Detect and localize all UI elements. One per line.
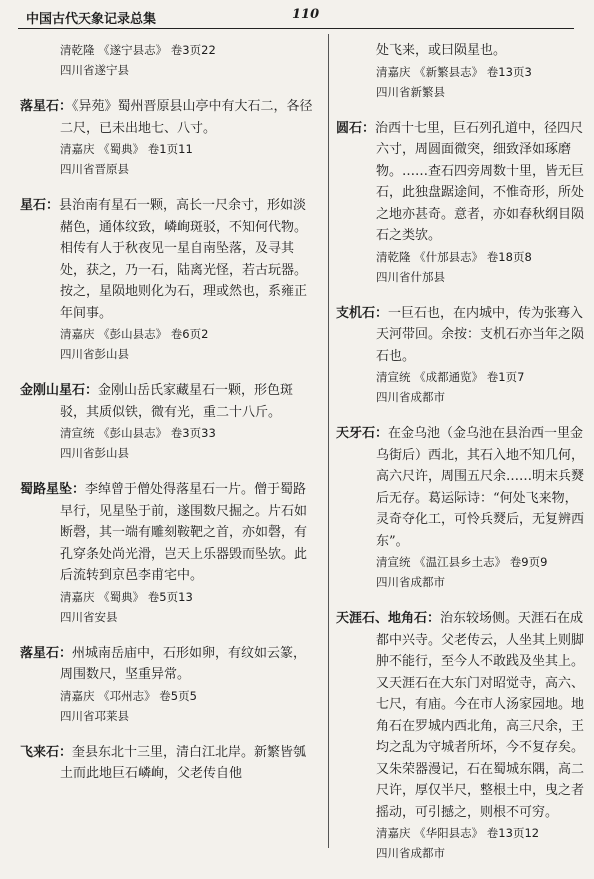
entry-location: 四川省安县 <box>60 609 118 624</box>
entry-tianyashi-jinwuchi <box>336 423 584 592</box>
entry-location: 四川省成都市 <box>376 390 445 404</box>
entry-heading: 圆石： <box>336 120 376 136</box>
entry-yuanshi <box>336 118 584 287</box>
entry-body <box>20 479 318 587</box>
entry-source: 清嘉庆 《邛州志》 卷5页5 <box>60 688 197 703</box>
entry-shulu-xingzhui <box>20 479 318 627</box>
header-rule <box>18 28 574 29</box>
entry-text: 一巨石也，在内城中，传为张骞入天河带回。余按：支机石亦当年之陨石也。 <box>376 305 585 364</box>
entry-body <box>20 195 318 324</box>
entry-source: 清嘉庆 《华阳县志》 卷13页12 <box>376 826 540 840</box>
entry-source: 清嘉庆 《蜀典》 卷5页13 <box>60 589 193 604</box>
entry-heading: 飞来石： <box>20 744 73 760</box>
entry-source: 清宣统 《成都通览》 卷1页7 <box>376 370 525 384</box>
entry-location: 四川省新繁县 <box>376 84 445 99</box>
entry-heading: 支机石： <box>336 305 389 321</box>
entry-source: 清乾隆 《遂宁县志》 卷3页22 <box>60 43 216 57</box>
entry-text: 治西十七里，巨石列孔道中，径四尺六寸，周圆面微突，细致泽如琢磨物。……查石四旁周数十里，皆无巨石，此独盘踞途间，不惟奇形，所处之地亦甚奇。意者，亦如春秋纲目陨石之类欤。 <box>375 120 585 243</box>
entry-feilaishi <box>20 742 318 785</box>
entry-heading: 天涯石、地角石： <box>336 611 441 626</box>
entry-body <box>336 118 584 247</box>
entry-body <box>336 608 584 823</box>
entry-body <box>20 380 318 423</box>
entry-location: 四川省晋原县 <box>60 162 129 176</box>
entry-location: 四川省彭山县 <box>60 347 129 361</box>
entry-source: 清乾隆 《什邡县志》 卷18页8 <box>376 249 532 264</box>
entry-text: 县治南有星石一颗，高长一尺余寸，形如淡赭色，通体纹致，嶙峋斑驳，不知何代物。相传有人于秋夜见一星自南坠落，及寻其处，获之，乃一石，陆离光怪，若古玩器。按之，星陨地则化为石，理或然也，系雍正年间事。 <box>59 198 308 321</box>
entry-feilaishi-continued <box>336 40 584 102</box>
entry-location: 四川省邛莱县 <box>60 708 129 723</box>
entry-tianya-dijiao <box>336 608 584 863</box>
entry-location: 四川省成都市 <box>376 575 445 589</box>
entry-body <box>20 742 318 785</box>
entry-text: 《异苑》蜀州晋原县山亭中有大石二，各径二尺，已未出地七、八寸。 <box>60 99 313 136</box>
entry-heading: 蜀路星坠： <box>20 482 86 497</box>
entry-text: 处飞来，或曰陨星也。 <box>376 43 507 58</box>
entry-text: 李绰曾于僧处得落星石一片。僧于蜀路早行，见星坠于前，遂围数尺掘之。片石如断磬，其一端有雕刻鞍靶之首，亦如磬，有孔穿条处尚光滑，岂天上乐器毁而坠欤。此后流转到京邑李甫宅中。 <box>60 482 308 583</box>
entry-body <box>20 96 318 139</box>
running-title: 中国古代天象记录总集 <box>26 12 157 27</box>
entry-zhijishi <box>336 303 584 408</box>
entry-text: 奎县东北十三里，清白江北岸。新繁皆瓠土而此地巨石嶙峋，父老传自他 <box>60 744 307 781</box>
entry-luoxingshi-jinyuan <box>20 96 318 179</box>
entry-text: 在金乌池（金乌池在县治西一里金乌街后）西北，其石入地不知几何，高六尺许，周围五尺余……明末兵燹后无存。葛运际诗：“何处飞来物，灵奇夺化工，可怜兵燹后，无复辨西东”。 <box>376 426 585 549</box>
entry-text: 治东较场侧。天涯石在成都中兴寺。父老传云，人坐其上则脚肿不能行，至今人不敢践及坐其上。又天涯石在大东门对昭觉寺，高六、七尺，有庙。今在市人汤家园地。地角石在罗城内西北角，高三尺余，王均之乱为守城者所坏，今不复存矣。又朱荣器漫记，石在蜀城东隅，高二尺许，厚仅半尺，整根土中，曳之者摇动，可引撼之，则根不可穷。 <box>376 611 585 820</box>
entry-source: 清嘉庆 《彭山县志》 卷6页2 <box>60 327 209 341</box>
entry-location: 四川省什邡县 <box>376 269 445 284</box>
right-column <box>336 40 584 879</box>
entry-source: 清宣统 《温江县乡土志》 卷9页9 <box>376 555 548 569</box>
entry-text: 州城南岳庙中，石形如卵，有纹如云篆，周围数尺，坚重异常。 <box>60 645 307 682</box>
entry-location: 四川省成都市 <box>376 846 445 860</box>
entry-text: 金刚山岳氏家藏星石一颗，形色斑驳，其质似铁，微有光，重二十八斤。 <box>60 383 294 420</box>
entry-heading: 落星石： <box>20 645 73 661</box>
entry-heading: 金刚山星石： <box>20 383 99 398</box>
entry-heading: 天牙石： <box>336 426 389 441</box>
entry-source: 清宣统 《彭山县志》 卷3页33 <box>60 426 216 440</box>
entry-heading: 落星石： <box>20 99 73 114</box>
column-divider <box>328 34 329 848</box>
entry-suining <box>20 40 318 80</box>
entry-source: 清嘉庆 《蜀典》 卷1页11 <box>60 142 193 156</box>
page-number: 110 <box>292 7 320 22</box>
entry-body <box>336 423 584 552</box>
entry-source: 清嘉庆 《新繁县志》 卷13页3 <box>376 64 532 79</box>
entry-luoxingshi-qiongzhou <box>20 643 318 726</box>
page-header <box>0 0 594 34</box>
entry-xingshi-pengshan <box>20 195 318 364</box>
entry-body <box>336 303 584 368</box>
entry-location: 四川省彭山县 <box>60 446 129 460</box>
entry-body <box>20 643 318 686</box>
left-column <box>20 40 318 801</box>
entry-jingangshan <box>20 380 318 463</box>
entry-location: 四川省遂宁县 <box>60 63 129 77</box>
entry-heading: 星石： <box>20 198 60 213</box>
